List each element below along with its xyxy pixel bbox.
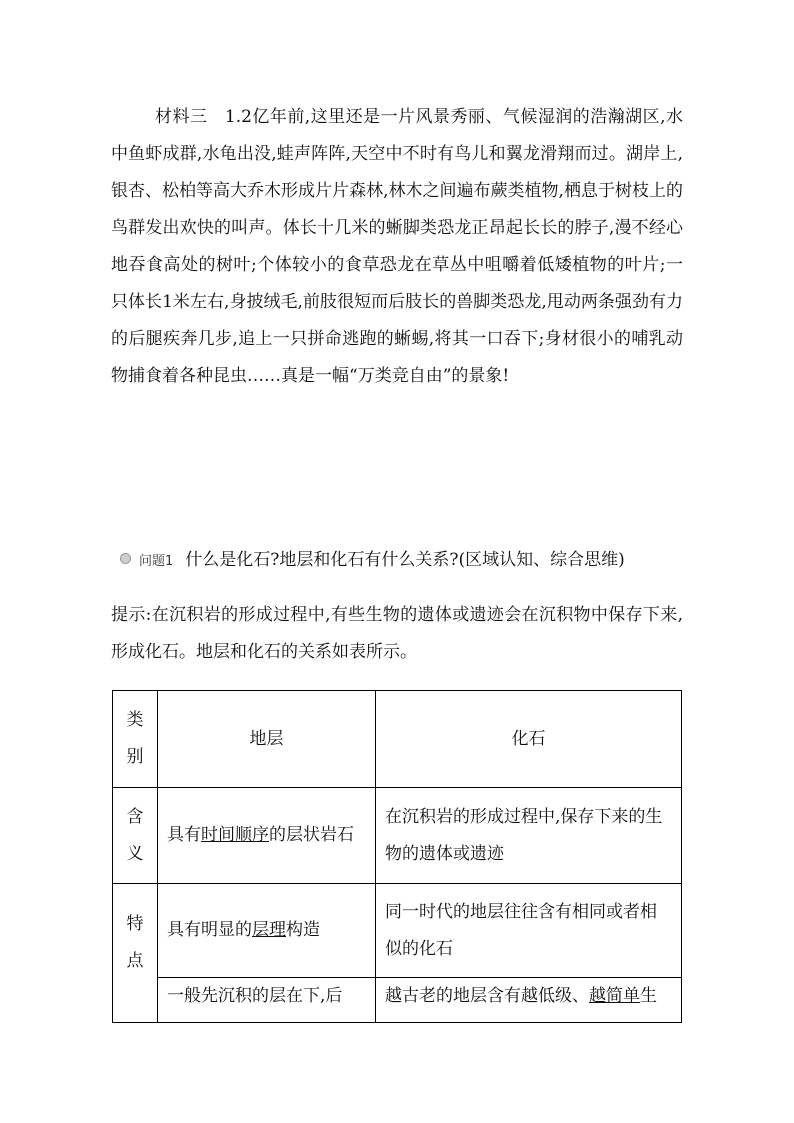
- table-row-meaning: [113, 788, 682, 884]
- question-text: 什么是化石?地层和化石有什么关系?(区域认知、综合思维): [185, 550, 625, 570]
- table-header-row: [113, 691, 682, 788]
- hint-paragraph: 提示:在沉积岩的形成过程中,有些生物的遗体或遗迹会在沉积物中保存下来,形成化石。地层和化石的关系如表所示。: [111, 605, 683, 662]
- strata-feature-1-underlined: 层理: [252, 920, 286, 940]
- fossil-feature-2-cell: [376, 978, 682, 1023]
- strata-feature-1-post: 构造: [286, 920, 320, 940]
- header-category: 类别: [113, 691, 158, 788]
- strata-meaning-underlined: 时间顺序: [201, 825, 269, 845]
- strata-fossil-table: [112, 690, 682, 1023]
- strata-meaning-cell: [158, 788, 376, 884]
- header-strata: 地层: [158, 691, 376, 788]
- strata-feature-1-pre: 具有明显的: [167, 920, 252, 940]
- fossil-feature-2-post: 生: [640, 986, 657, 1006]
- fossil-meaning-cell: 在沉积岩的形成过程中,保存下来的生物的遗体或遗迹: [376, 788, 682, 884]
- fossil-feature-2-pre: 越古老的地层含有越低级、: [385, 986, 589, 1006]
- row-label-feature: 特点: [113, 884, 158, 1023]
- strata-feature-1-cell: [158, 884, 376, 978]
- question-label: 问题1: [139, 554, 174, 569]
- row-label-meaning: 含义: [113, 788, 158, 884]
- strata-feature-2-cell: 一般先沉积的层在下,后: [158, 978, 376, 1023]
- material-paragraph: 材料三 1.2亿年前,这里还是一片风景秀丽、气候湿润的浩瀚湖区,水中鱼虾成群,水龟出没,蛙声阵阵,天空中不时有鸟儿和翼龙滑翔而过。湖岸上,银杏、松柏等高大乔木形成片片森林,林木之间遍布蕨类植物,栖息于树枝上的鸟群发出欢快的叫声。体长十几米的蜥脚类恐龙正昂起长长的脖子,漫不经心地吞食高处的树叶;个体较小的食草恐龙在草丛中咀嚼着低矮植物的叶片;一只体长1米左右,身披绒毛,前肢很短而后肢长的兽脚类恐龙,甩动两条强劲有力的后腿疾奔几步,追上一只拼命逃跑的蜥蜴,将其一口吞下;身材很小的哺乳动物捕食着各种昆虫……真是一幅“万类竞自由”的景象!: [111, 107, 683, 386]
- header-fossil: 化石: [376, 691, 682, 788]
- question-line: [120, 545, 680, 577]
- strata-meaning-pre: 具有: [167, 825, 201, 845]
- bullet-icon: [120, 553, 131, 564]
- table-row-feature-2: [113, 978, 682, 1023]
- fossil-feature-2-underlined: 越简单: [589, 986, 640, 1006]
- strata-meaning-post: 的层状岩石: [269, 825, 354, 845]
- table-row-feature-1: [113, 884, 682, 978]
- fossil-feature-1-cell: 同一时代的地层往往含有相同或者相似的化石: [376, 884, 682, 978]
